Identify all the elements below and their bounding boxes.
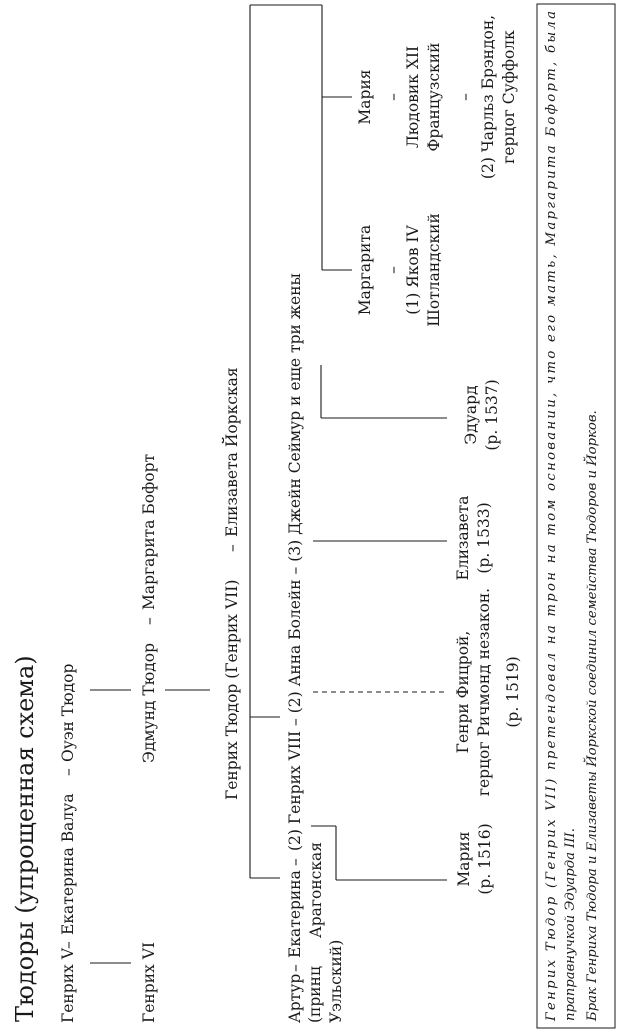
- page-title: Тюдоры (упрощенная схема): [11, 655, 39, 1022]
- owen-tudor: Оуэн Тюдор: [59, 663, 77, 762]
- edward-vi-birth: (р. 1537): [483, 379, 501, 451]
- dash: –: [456, 93, 474, 101]
- catherine-of-valois: Екатерина Валуа: [59, 793, 77, 935]
- charles-brandon: (2) Чарльз Брэндон,: [479, 14, 497, 180]
- elizabeth-i-birth: (р. 1533): [475, 502, 493, 574]
- james-iv-2: Шотландский: [425, 213, 443, 327]
- henry-vii: Генрих Тюдор (Генрих VII): [223, 579, 241, 800]
- dash: –: [59, 941, 77, 949]
- mary-tudor: Мария: [356, 69, 374, 125]
- margaret-tudor: Маргарита: [356, 224, 374, 316]
- dash: –: [59, 768, 77, 776]
- generation-3: [222, 367, 241, 800]
- dash: –: [140, 617, 158, 625]
- footnote-line-1: Генрих Тюдор (Генрих VII) претендовал на трон на том основании, что его мать, Маргарита Бофорт, была: [544, 11, 559, 1021]
- henry-v: Генрих V: [59, 948, 77, 1023]
- edmund-tudor: Эдмунд Тюдор: [140, 642, 158, 763]
- elizabeth-i: Елизавета: [454, 495, 472, 581]
- catherine-of-aragon-2: Арагонская: [307, 841, 325, 938]
- henry-viii-line: (2) Генрих VIII – (2) Анна Болейн – (3) Джейн Сеймур и еще три жены: [286, 273, 304, 851]
- arthur: Артур: [286, 973, 304, 1023]
- generation-4: [286, 273, 304, 1023]
- footnote-line-3: Брак Генриха Тюдора и Елизаветы Йоркской соединил семейства Тюдоров и Йорков.: [585, 410, 600, 1021]
- arthur-title-1: (принц: [306, 966, 324, 1023]
- louis-xii: Людовик XII: [404, 45, 422, 149]
- louis-xii-2: Французский: [425, 42, 443, 152]
- charles-brandon-2: герцог Суффолк: [500, 30, 518, 164]
- henry-fitzroy-title: герцог Ричмонд незакон.: [475, 587, 493, 797]
- dash: –: [384, 266, 402, 274]
- henry-vi: Генрих VI: [140, 941, 158, 1023]
- henry-fitzroy: Генри Фицрой,: [454, 630, 472, 754]
- mary-i-birth: (р. 1516): [476, 823, 494, 895]
- mary-i: Мария: [455, 831, 473, 887]
- generation-1: [59, 664, 77, 1023]
- catherine-of-aragon: Екатерина: [286, 870, 304, 958]
- elizabeth-of-york: Елизавета Йоркская: [223, 367, 241, 537]
- james-iv: (1) Яков IV: [404, 225, 422, 315]
- henry-fitzroy-birth: (р. 1519): [504, 656, 522, 728]
- edward-vi: Эдуард: [462, 385, 480, 445]
- generation-2: [140, 454, 158, 1023]
- dash: –: [384, 93, 402, 101]
- dash: –: [286, 858, 304, 866]
- dash: –: [286, 964, 304, 972]
- dash: –: [223, 544, 241, 552]
- footnote-line-2: праправнучкой Эдуарда III.: [563, 828, 578, 1021]
- margaret-beaufort: Маргарита Бофорт: [140, 453, 158, 610]
- arthur-title-2: Уэльский): [327, 939, 345, 1023]
